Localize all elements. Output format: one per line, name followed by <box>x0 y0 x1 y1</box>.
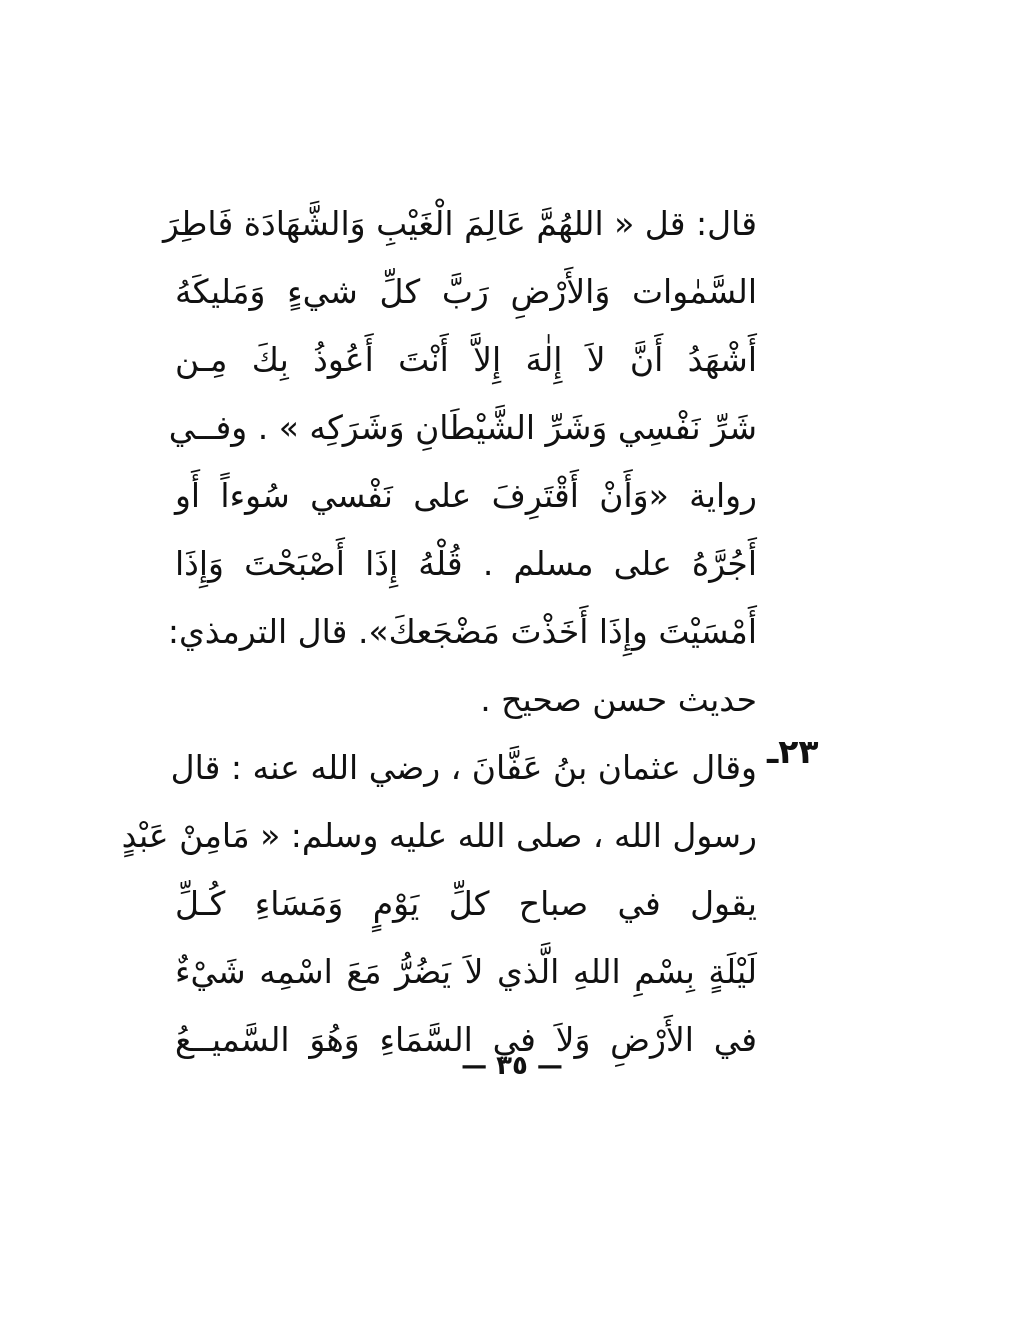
page-number: — ٣٥ — <box>461 1051 563 1081</box>
text-line: شَرِّ نَفْسِي وَشَرِّ الشَّيْطَانِ وَشَرَكِه » . وفــي <box>168 408 757 447</box>
text-line: حديث حسن صحيح . <box>480 680 757 719</box>
text-line: أَمْسَيْتَ وإِذَا أَخَذْتَ مَضْجَعكَ». قال الترمذي: <box>167 612 757 651</box>
text-line: يقول في صباح كلِّ يَوْمٍ وَمَسَاءِ كُـلِّ <box>175 884 757 923</box>
text-line: لَيْلَةٍ بِسْمِ اللهِ الَّذي لاَ يَضُرُّ مَعَ اسْمِه شَيْءٌ <box>175 952 757 991</box>
text-line: في الأَرْضِ وَلاَ في السَّمَاءِ وَهُوَ السَّميــعُ <box>175 1020 757 1059</box>
text-line: قال: قل « اللهُمَّ عَالِمَ الْغَيْبِ وَالشَّهَادَة فَاطِرَ <box>162 204 757 243</box>
text-line: أَجُرَّهُ على مسلم . قُلْهُ إِذَا أَصْبَحْتَ وَإِذَا <box>175 544 757 583</box>
text-line: السَّمٰوات وَالأَرْضِ رَبَّ كلِّ شيءٍ وَمَليكَهُ <box>175 272 757 311</box>
text-line: رواية «وَأَنْ أَقْتَرِفَ على نَفْسي سُوءاً أَو <box>175 476 757 515</box>
text-line: وقال عثمان بنُ عَفَّانَ ، رضي الله عنه : قال <box>170 748 757 787</box>
text-block <box>121 190 757 1074</box>
text-line: أَشْهَدُ أَنَّ لاَ إِلٰهَ إِلاَّ أَنْتَ أَعُوذُ بِكَ مِـن <box>175 340 757 379</box>
text-line: رسول الله ، صلى الله عليه وسلم: « مَامِنْ عَبْدٍ <box>121 816 757 855</box>
hadith-number: ٢٣ـ <box>767 732 819 771</box>
